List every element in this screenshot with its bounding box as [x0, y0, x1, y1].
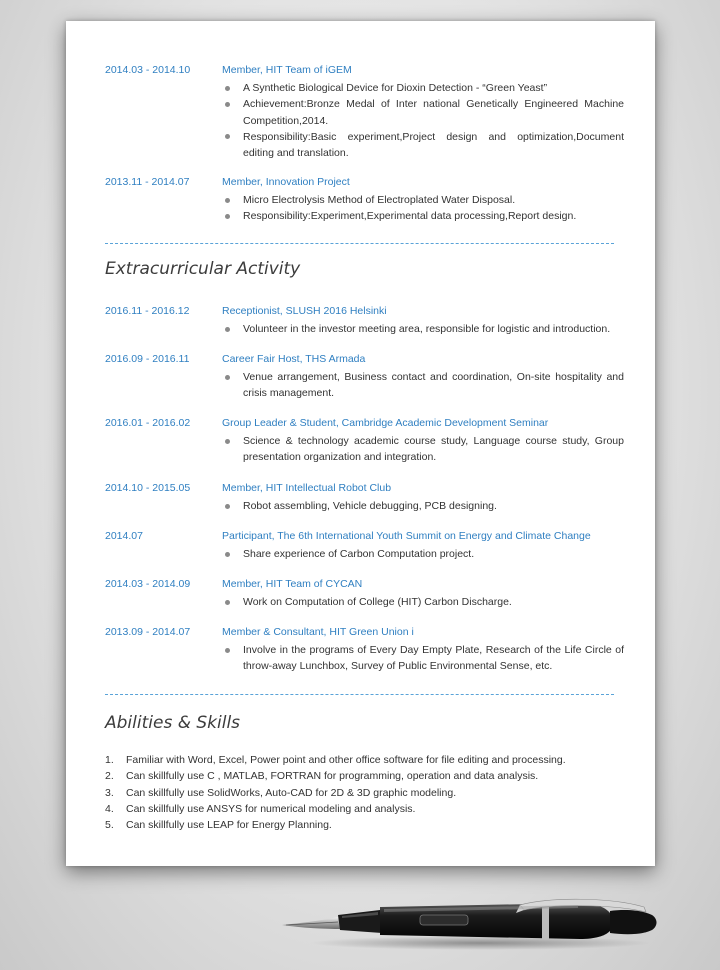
bullet-item: Micro Electrolysis Method of Electroplated Water Disposal.: [222, 192, 624, 208]
skill-item: [105, 801, 566, 817]
skill-number: 1.: [105, 754, 114, 766]
entry-bullets: [222, 192, 624, 225]
skill-item: [105, 768, 566, 784]
entry-role: Career Fair Host, THS Armada: [222, 353, 366, 365]
skill-number: 3.: [105, 786, 114, 799]
bullet-item: Responsibility:Experiment,Experimental data processing,Report design.: [222, 208, 624, 224]
entry-role: Participant, The 6th International Youth Summit on Energy and Climate Change: [222, 530, 591, 542]
resume-page: [66, 21, 655, 866]
entry-date: 2014.07: [105, 530, 143, 542]
entry-role: Receptionist, SLUSH 2016 Helsinki: [222, 305, 387, 317]
entry-role: Member & Consultant, HIT Green Union i: [222, 626, 414, 638]
entry-date: 2014.03 - 2014.09: [105, 578, 191, 590]
skill-item: [105, 817, 566, 833]
skill-text: Can skillfully use ANSYS for numerical modeling and analysis.: [126, 802, 416, 815]
entry-bullets: [222, 321, 624, 337]
section-title-extracurricular: Extracurricular Activity: [105, 259, 301, 279]
skill-item: [105, 752, 566, 768]
skills-list: [105, 752, 566, 833]
section-title-skills: Abilities & Skills: [105, 713, 241, 733]
bullet-item: Achievement:Bronze Medal of Inter national Genetically Engineered Machine Competition,2014.: [222, 96, 624, 129]
bullet-item: Share experience of Carbon Computation project.: [222, 546, 624, 562]
entry-bullets: [222, 546, 624, 562]
entry-date: 2016.09 - 2016.11: [105, 353, 190, 365]
entry-role: Member, Innovation Project: [222, 176, 350, 188]
skill-number: 5.: [105, 819, 114, 832]
skill-text: Familiar with Word, Excel, Power point and other office software for file editing and processing.: [126, 754, 566, 766]
bullet-item: Science & technology academic course study, Language course study, Group presentation organization and integration.: [222, 433, 624, 466]
entry-role: Member, HIT Intellectual Robot Club: [222, 482, 392, 494]
bullet-item: Involve in the programs of Every Day Empty Plate, Research of the Life Circle of throw-away Lunchbox, Survey of Public Environmental Sense, etc.: [222, 642, 624, 675]
bullet-item: Work on Computation of College (HIT) Carbon Discharge.: [222, 594, 624, 610]
skill-number: 4.: [105, 802, 114, 815]
bullet-item: A Synthetic Biological Device for Dioxin Detection - “Green Yeast”: [222, 80, 624, 96]
entry-bullets: [222, 369, 624, 402]
skill-item: [105, 785, 566, 801]
entry-bullets: [222, 642, 624, 675]
bullet-item: Robot assembling, Vehicle debugging, PCB designing.: [222, 498, 624, 514]
entry-date: 2013.11 - 2014.07: [105, 176, 190, 188]
bullet-item: Responsibility:Basic experiment,Project design and optimization,Document editing and translation.: [222, 129, 624, 162]
skill-text: Can skillfully use C , MATLAB, FORTRAN for programming, operation and data analysis.: [126, 770, 539, 783]
entry-date: 2014.03 - 2014.10: [105, 64, 191, 76]
section-divider: [105, 694, 614, 695]
skill-text: Can skillfully use SolidWorks, Auto-CAD for 2D & 3D graphic modeling.: [126, 786, 457, 799]
bullet-item: Volunteer in the investor meeting area, responsible for logistic and introduction.: [222, 321, 624, 337]
entry-date: 2016.11 - 2016.12: [105, 305, 190, 317]
entry-role: Member, HIT Team of CYCAN: [222, 578, 363, 590]
entry-role: Member, HIT Team of iGEM: [222, 64, 352, 76]
skill-number: 2.: [105, 770, 114, 783]
entry-bullets: [222, 498, 624, 514]
entry-bullets: [222, 594, 624, 610]
bullet-item: Venue arrangement, Business contact and coordination, On-site hospitality and crisis management.: [222, 369, 624, 402]
entry-date: 2016.01 - 2016.02: [105, 417, 191, 429]
entry-role: Group Leader & Student, Cambridge Academic Development Seminar: [222, 417, 549, 429]
skill-text: Can skillfully use LEAP for Energy Planning.: [126, 819, 332, 832]
section-divider: [105, 243, 614, 244]
entry-bullets: [222, 80, 624, 161]
entry-date: 2013.09 - 2014.07: [105, 626, 191, 638]
entry-date: 2014.10 - 2015.05: [105, 482, 191, 494]
fountain-pen-icon: [280, 893, 665, 958]
entry-bullets: [222, 433, 624, 466]
